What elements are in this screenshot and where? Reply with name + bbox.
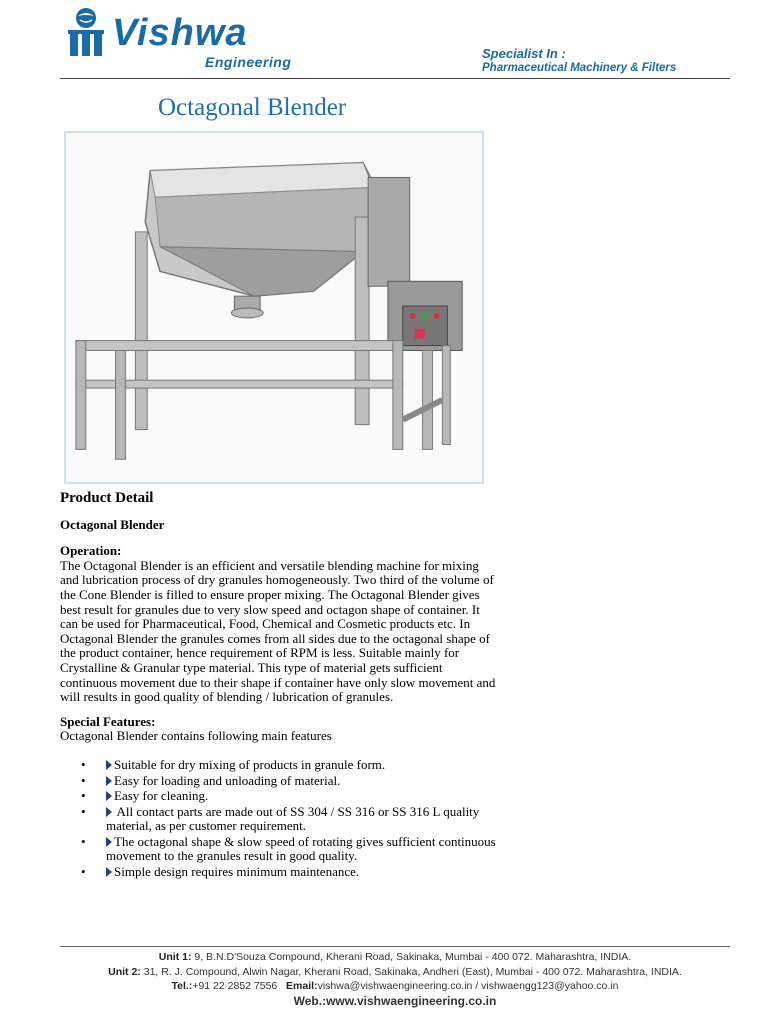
features-heading: Special Features:: [60, 713, 156, 729]
operation-text: The Octagonal Blender is an efficient and versatile blending machine for mixing and lubrication process of dry granules homogeneously. Two third of the volume of the Cone Blender is filled to ensure proper mixing. The Octagonal Blender gives best result for granules due to very slow speed and octagon shape of container. It can be used for Pharmaceutical, Food, Chemical and Cosmetic products etc. In Octagonal Blender the granules comes from all sides due to the octagonal shape of the product container, hence requirement of RPM is less. Suitable mainly for Crystalline & Granular type material. This type of material gets sufficient continuous movement due to their shape if container have only slow movement and will results in good quality of blending / lubrication of granules.: [60, 557, 496, 705]
arrow-icon: [106, 760, 112, 770]
bullet: •: [81, 772, 86, 788]
bullet: •: [81, 803, 86, 819]
page-title: Octagonal Blender: [158, 94, 347, 121]
footer-divider: [60, 946, 730, 947]
product-detail-heading: Product Detail: [60, 490, 154, 506]
arrow-icon: [106, 807, 112, 817]
list-item: • Easy for cleaning.: [81, 788, 209, 804]
website-link[interactable]: www.vishwaengineering.co.in: [326, 993, 497, 1008]
operation-heading: Operation:: [60, 543, 122, 559]
specialist-text: Pharmaceutical Machinery & Filters: [482, 62, 677, 74]
arrow-icon: [106, 791, 112, 801]
footer-unit1: Unit 1: 9, B.N.D'Souza Compound, Kherani Road, Sakinaka, Mumbai - 400 072. Maharashtra, INDIA.: [158, 951, 632, 963]
email-link[interactable]: vishwa@vishwaengineering.co.in / vishwaengg123@yahoo.co.in: [317, 980, 619, 992]
features-list: [60, 758, 500, 880]
brand-name: Vishwa: [112, 12, 248, 54]
arrow-icon: [106, 837, 112, 847]
bullet: •: [81, 833, 86, 849]
features-intro: Octagonal Blender contains following main features: [60, 728, 332, 744]
list-item: • Suitable for dry mixing of products in granule form.: [81, 756, 386, 772]
bullet: •: [81, 788, 86, 804]
brand-subtitle: Engineering: [205, 54, 292, 70]
specialist-label: Specialist In :: [482, 46, 566, 61]
arrow-icon: [106, 776, 112, 786]
bullet: •: [81, 864, 86, 880]
arrow-icon: [106, 867, 112, 877]
product-content: [60, 491, 500, 881]
list-item: • All contact parts are made out of SS 304 / SS 316 or SS 316 L quality material, as per customer requirement.: [81, 803, 480, 834]
bullet: •: [81, 756, 86, 772]
header-divider: [60, 78, 730, 79]
footer-unit2: Unit 2: 31, R. J. Compound, Alwin Nagar, Kherani Road, Sakinaka, Andheri (East), Mumbai - 400 072. Maharashtra, INDIA.: [108, 965, 682, 978]
list-item: • The octagonal shape & slow speed of rotating gives sufficient continuous movement to the granules result in good quality.: [81, 833, 496, 864]
footer: [60, 950, 730, 1008]
footer-contact: Tel.:+91 22 2852 7556 Email:vishwa@vishwaengineering.co.in / vishwaengg123@yahoo.co.in: [171, 980, 619, 992]
list-item: • Simple design requires minimum maintenance.: [81, 864, 360, 880]
footer-web: Web.:www.vishwaengineering.co.in: [293, 993, 497, 1008]
product-photo: [64, 131, 484, 484]
logo-icon: [62, 6, 110, 58]
product-name: Octagonal Blender: [60, 516, 165, 532]
list-item: • Easy for loading and unloading of material.: [81, 772, 341, 788]
